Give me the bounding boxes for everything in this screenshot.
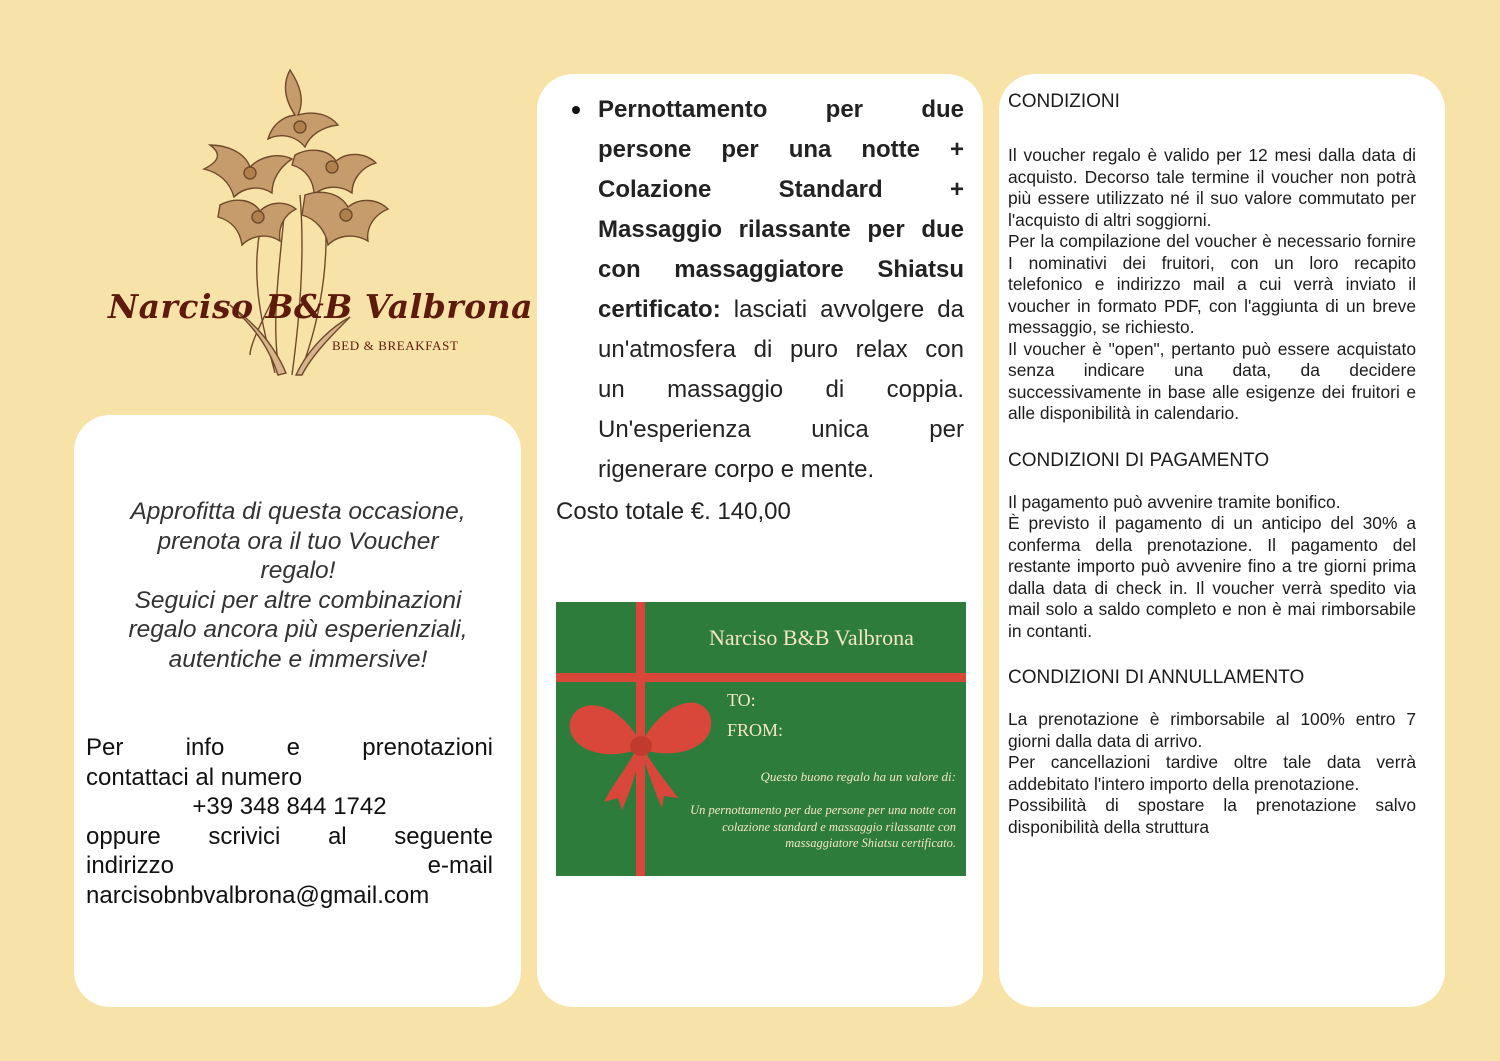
promo-line: regalo! [260,557,336,584]
offer-desc-line: un'atmosfera di puro relax con [598,336,964,363]
voucher-from-label: FROM: [727,720,784,740]
payment-title: CONDIZIONI DI PAGAMENTO [1008,449,1270,471]
offer-title-end: certificato: [598,296,721,323]
gift-voucher-image [556,602,966,876]
conditions-paragraph: Il voucher regalo è valido per 12 mesi dalla data di acquisto. Decorso tale termine il voucher non potrà più essere utilizzato né il suo valore commutato per l'acquisto di altri soggiorni. [1008,145,1416,230]
offer-description [572,90,964,490]
offer-title-line: persone per una notte + [598,136,964,163]
offer-desc-start: lasciati avvolgere da [720,296,964,323]
contact-line: contattaci al numero [86,763,303,791]
cancellation-paragraph: La prenotazione è rimborsabile al 100% entro 7 giorni dalla data di arrivo. [1008,709,1416,751]
offer-desc-line: Un'esperienza unica per [598,416,964,443]
voucher-brand: Narciso B&B Valbrona [709,625,914,650]
payment-paragraph: Il pagamento può avvenire tramite bonifico. [1008,491,1341,512]
contact-line: oppure scrivici al seguente [86,822,493,850]
conditions-paragraph: Il voucher è "open", pertanto può essere acquistato senza indicare una data, da decidere successivamente in base alle esigenze dei fruitori e alle disponibilità in calendario. [1008,338,1416,423]
promo-line: autentiche e immersive! [168,645,428,673]
cancellation-paragraph: Per cancellazioni tardive oltre tale data verrà addebitato l'intero importo della prenotazione. [1008,752,1416,794]
offer-title-line: Pernottamento per due [598,96,964,123]
bullet-icon [572,106,580,114]
offer-card [537,74,983,1007]
promo-line: Approfitta di questa occasione, [130,498,466,525]
logo [100,55,534,385]
promo-line: Seguici per altre combinazioni [134,586,462,614]
offer-desc-line: rigenerare corpo e mente. [598,456,875,483]
contact-info [86,733,493,910]
voucher-value-label: Questo buono regalo ha un valore di: [760,769,956,784]
logo-name: Narciso B&B Valbrona [108,287,534,326]
info-card [74,415,521,1007]
promo-text [94,497,502,674]
conditions-paragraph: Per la compilazione del voucher è necessario fornire I nominativi dei fruitori, con un loro recapito telefonico e indirizzo mail a cui verrà inviato il voucher in formato PDF, con l'aggiunta di un breve messaggio, se richiesto. [1008,231,1416,337]
promo-line: prenota ora il tuo Voucher [157,527,439,555]
promo-line: regalo ancora più esperienziali, [128,616,468,643]
voucher-description: Un pernottamento per due persone per una notte con colazione standard e massaggio rilassante con massaggiatore Shiatsu certificato. [690,803,956,850]
offer-title-line: Massaggio rilassante per due [598,216,964,243]
phone-number[interactable]: +39 348 844 1742 [192,793,387,820]
offer-desc-line: un massaggio di coppia. [598,376,964,403]
narcissus-flower-icon [100,55,534,385]
total-cost: Costo totale €. 140,00 [556,498,791,525]
contact-line: indirizzo e-mail [86,852,493,879]
offer-title-line: con massaggiatore Shiatsu [598,256,964,283]
offer-title-line: Colazione Standard + [598,176,964,203]
logo-subtitle: BED & BREAKFAST [332,338,459,353]
cancellation-title: CONDIZIONI DI ANNULLAMENTO [1008,667,1305,688]
voucher-to-label: TO: [727,690,756,710]
email-address[interactable]: narcisobnbvalbrona@gmail.com [86,881,430,909]
conditions-card [999,74,1445,1007]
cancellation-paragraph: Possibilità di spostare la prenotazione salvo disponibilità della struttura [1008,795,1416,837]
contact-line: Per info e prenotazioni [86,734,493,761]
conditions-text [1008,88,1416,838]
payment-paragraph: È previsto il pagamento di un anticipo del 30% a conferma della prenotazione. Il pagamento del restante importo può avvenire fino a tre giorni prima dalla data di check in. Il voucher verrà spedito via mail solo a saldo completo e non è mai rimborsabile in contanti. [1008,513,1416,641]
conditions-title: CONDIZIONI [1008,91,1120,112]
